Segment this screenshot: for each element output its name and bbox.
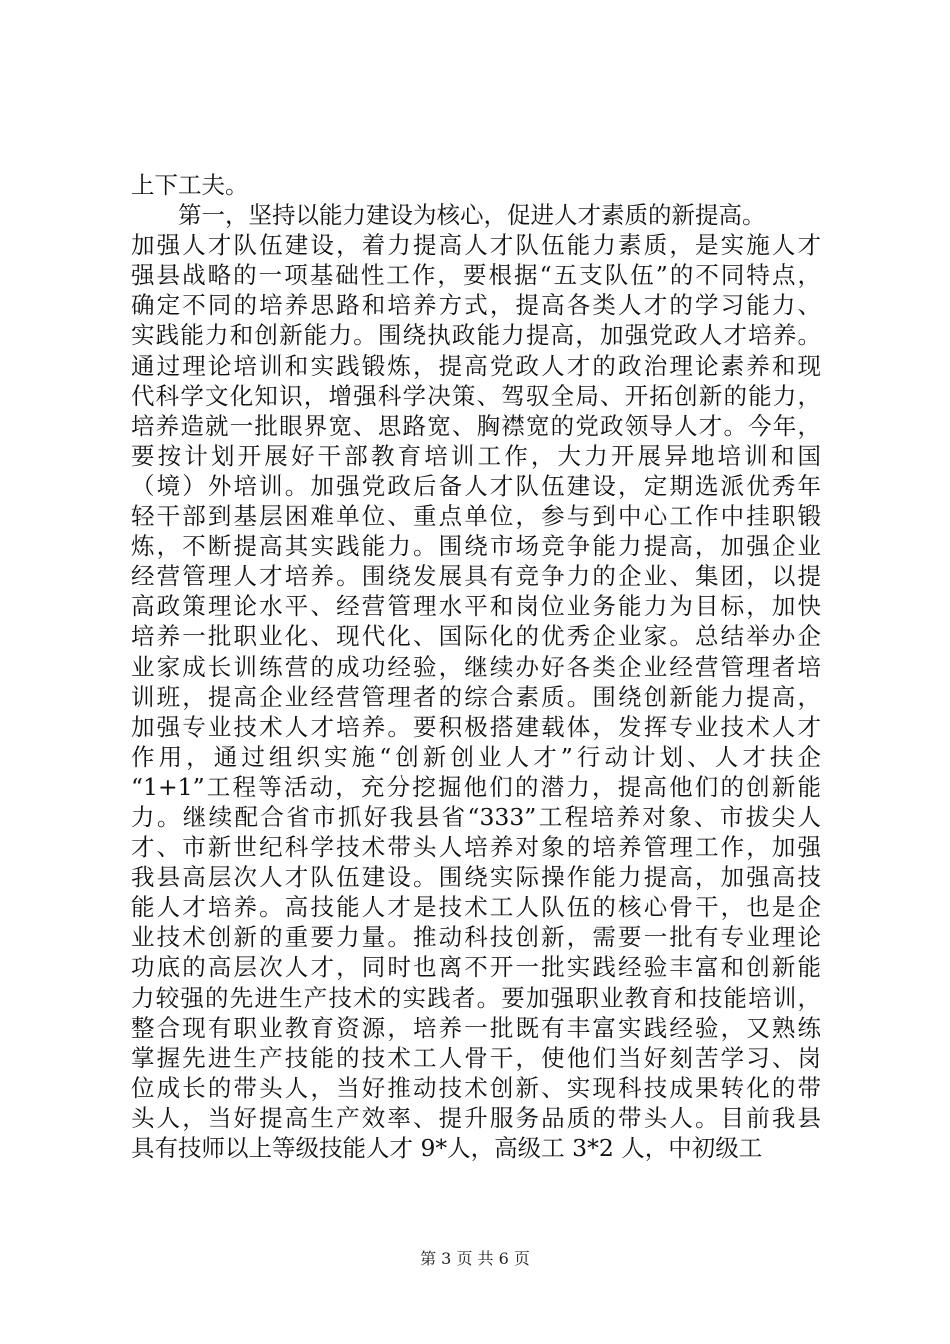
text-line: 我县高层次人才队伍建设。围绕实际操作能力提高，加强高技 <box>131 863 821 892</box>
text-line: 加强专业技术人才培养。要积极搭建载体，发挥专业技术人才 <box>131 712 821 741</box>
text-line: 第一，坚持以能力建设为核心，促进人才素质的新提高。 <box>178 201 766 230</box>
text-line: 强县战略的一项基础性工作，要根据“五支队伍”的不同特点， <box>131 261 821 290</box>
text-line: 轻干部到基层困难单位、重点单位，参与到中心工作中挂职锻 <box>131 502 821 531</box>
text-line: 实践能力和创新能力。围绕执政能力提高，加强党政人才培养。 <box>131 321 821 350</box>
text-line: 高政策理论水平、经营管理水平和岗位业务能力为目标，加快 <box>131 592 821 621</box>
text-line: 训班，提高企业经营管理者的综合素质。围绕创新能力提高， <box>131 682 821 711</box>
text-line: 业技术创新的重要力量。推动科技创新，需要一批有专业理论 <box>131 923 821 952</box>
text-line: “1+1”工程等活动，充分挖掘他们的潜力，提高他们的创新能 <box>131 772 821 801</box>
text-line: 具有技师以上等级技能人才 9*人，高级工 3*2 人，中初级工 <box>131 1134 763 1162</box>
text-line: 掌握先进生产技能的技术工人骨干，使他们当好刻苦学习、岗 <box>131 1043 821 1072</box>
text-line: 才、市新世纪科学技术带头人培养对象的培养管理工作，加强 <box>131 833 821 862</box>
text-line: 培养一批职业化、现代化、国际化的优秀企业家。总结举办企 <box>131 622 821 651</box>
text-line: 头人，当好提高生产效率、提升服务品质的带头人。目前我县 <box>131 1103 821 1132</box>
body-text <box>131 170 821 1163</box>
text-line: 力。继续配合省市抓好我县省“333”工程培养对象、市拔尖人 <box>131 802 821 831</box>
text-line: 要按计划开展好干部教育培训工作，大力开展异地培训和国 <box>131 441 821 470</box>
text-line: 经营管理人才培养。围绕发展具有竞争力的企业、集团，以提 <box>131 562 821 591</box>
text-line: 培养造就一批眼界宽、思路宽、胸襟宽的党政领导人才。今年， <box>131 411 821 440</box>
text-line: 作用，通过组织实施“创新创业人才”行动计划、人才扶企 <box>131 742 821 771</box>
text-line: 整合现有职业教育资源，培养一批既有丰富实践经验，又熟练 <box>131 1013 821 1042</box>
page-footer: 第 3 页 共 6 页 <box>420 1249 530 1268</box>
text-line: 上下工夫。 <box>131 171 249 199</box>
text-line: 力较强的先进生产技术的实践者。要加强职业教育和技能培训， <box>131 983 821 1012</box>
text-line: 加强人才队伍建设，着力提高人才队伍能力素质，是实施人才 <box>131 231 821 260</box>
text-line: （境）外培训。加强党政后备人才队伍建设，定期选派优秀年 <box>131 471 821 500</box>
text-line: 确定不同的培养思路和培养方式，提高各类人才的学习能力、 <box>131 291 821 320</box>
text-line: 位成长的带头人，当好推动技术创新、实现科技成果转化的带 <box>131 1073 821 1102</box>
text-line: 能人才培养。高技能人才是技术工人队伍的核心骨干，也是企 <box>131 893 821 922</box>
text-line: 通过理论培训和实践锻炼，提高党政人才的政治理论素养和现 <box>131 351 821 380</box>
text-line: 炼，不断提高其实践能力。围绕市场竞争能力提高，加强企业 <box>131 532 821 561</box>
text-line: 功底的高层次人才，同时也离不开一批实践经验丰富和创新能 <box>131 953 821 982</box>
text-line: 代科学文化知识，增强科学决策、驾驭全局、开拓创新的能力， <box>131 381 821 410</box>
text-line: 业家成长训练营的成功经验，继续办好各类企业经营管理者培 <box>131 652 821 681</box>
